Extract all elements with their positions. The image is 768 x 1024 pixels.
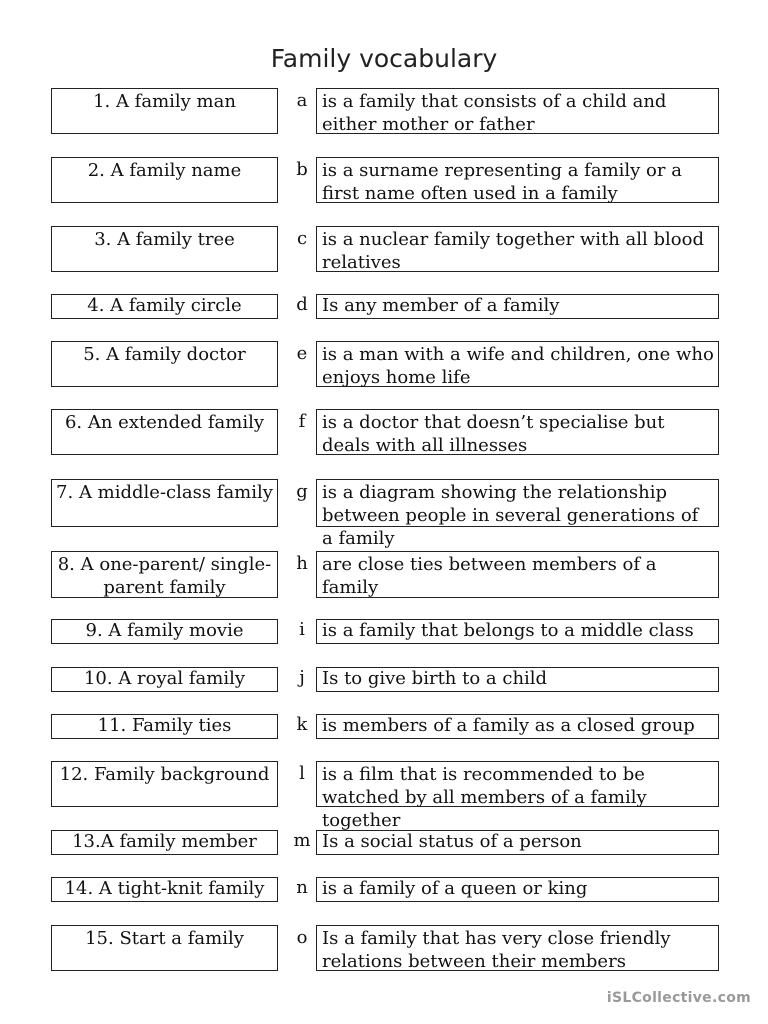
definition-letter: o [296, 927, 308, 948]
definition-box: is a family that consists of a child and either mother or father [316, 88, 719, 134]
definition-box: Is a family that has very close friendly relations between their members [316, 925, 719, 971]
definition-letter: h [296, 553, 308, 574]
term-box: 2. A family name [51, 157, 278, 203]
definition-box: Is a social status of a person [316, 830, 719, 855]
page-title: Family vocabulary [270, 44, 498, 73]
definition-box: is a family that belongs to a middle class [316, 619, 719, 644]
watermark: iSLCollective.com [606, 990, 751, 1006]
definition-letter: a [296, 90, 308, 111]
definition-box: are close ties between members of a family [316, 551, 719, 598]
definition-letter: i [299, 619, 305, 640]
term-box: 13.A family member [51, 830, 278, 855]
term-box: 3. A family tree [51, 226, 278, 272]
term-box: 15. Start a family [51, 925, 278, 971]
term-box: 10. A royal family [51, 667, 278, 692]
term-box: 6. An extended family [51, 409, 278, 455]
definition-letter: b [296, 159, 308, 180]
definition-letter: j [299, 667, 305, 688]
definition-box: is a doctor that doesn’t specialise but deals with all illnesses [316, 409, 719, 455]
definition-letter: e [296, 343, 308, 364]
definition-box: is a man with a wife and children, one who enjoys home life [316, 341, 719, 387]
definition-box: is members of a family as a closed group [316, 714, 719, 739]
term-box: 7. A middle-class family [51, 479, 278, 527]
definition-box: is a nuclear family together with all blood relatives [316, 226, 719, 272]
term-box: 14. A tight-knit family [51, 877, 278, 902]
definition-letter: g [296, 481, 308, 502]
definition-letter: f [298, 411, 306, 432]
definition-letter: c [296, 228, 308, 249]
definition-box: is a diagram showing the relationship between people in several generations of a family [316, 479, 719, 527]
term-box: 11. Family ties [51, 714, 278, 739]
definition-letter: m [293, 830, 311, 851]
term-box: 9. A family movie [51, 619, 278, 644]
definition-letter: n [296, 877, 308, 898]
definition-box: is a surname representing a family or a first name often used in a family [316, 157, 719, 203]
term-box: 1. A family man [51, 88, 278, 134]
term-box: 5. A family doctor [51, 341, 278, 387]
definition-box: is a film that is recommended to be watched by all members of a family together [316, 761, 719, 807]
definition-letter: l [299, 763, 305, 784]
term-box: 4. A family circle [51, 294, 278, 319]
definition-letter: k [296, 714, 308, 735]
term-box: 12. Family background [51, 761, 278, 807]
definition-box: Is any member of a family [316, 294, 719, 319]
definition-box: Is to give birth to a child [316, 667, 719, 692]
definition-letter: d [296, 294, 308, 315]
term-box: 8. A one-parent/ single-parent family [51, 551, 278, 598]
definition-box: is a family of a queen or king [316, 877, 719, 902]
